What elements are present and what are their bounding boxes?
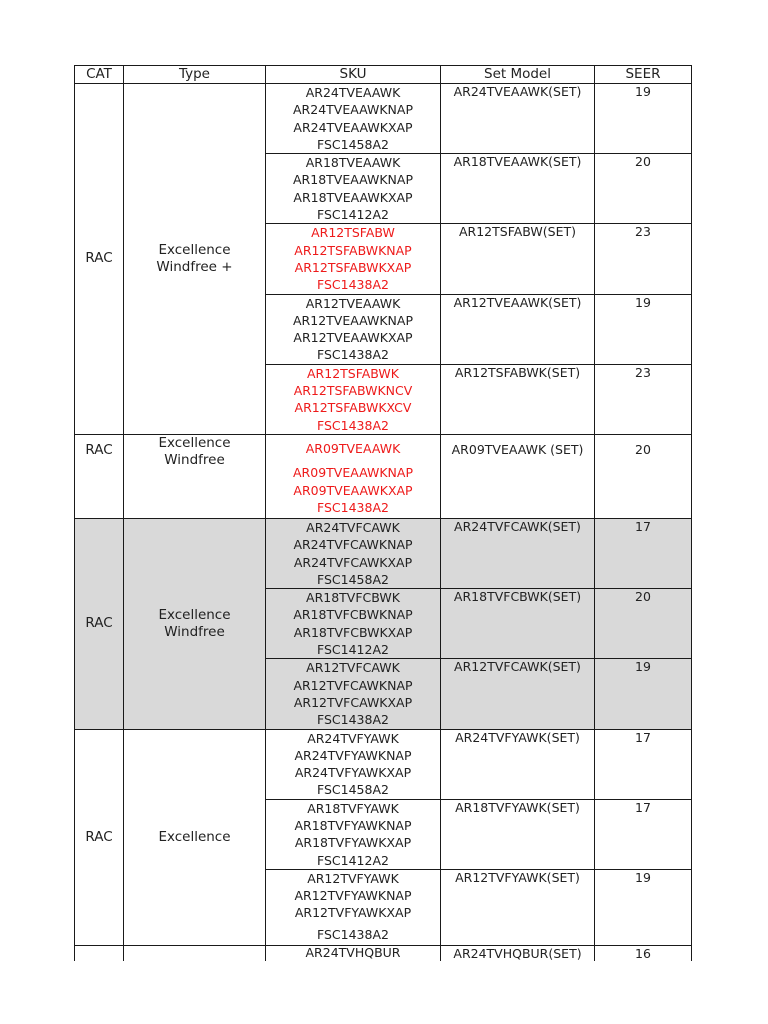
sku-code: AR24TVEAAWKXAP: [293, 119, 413, 135]
sku-code: AR24TVFYAWK: [307, 730, 399, 746]
sku-code: AR12TSFABWK: [307, 365, 399, 381]
sku-cell: [266, 799, 441, 869]
sku-cell: [266, 84, 441, 154]
set-model-value: AR12TVEAAWK(SET): [453, 294, 582, 310]
set-model-value: AR18TVFCBWK(SET): [453, 589, 582, 605]
seer-value: 19: [635, 659, 651, 675]
sku-code: AR12TSFABWKNAP: [294, 242, 412, 258]
set-model-value: AR24TVEAAWK(SET): [453, 84, 582, 99]
set-model-cell: [441, 945, 595, 961]
seer-cell: [595, 294, 692, 364]
header-sku: SKU: [266, 66, 441, 84]
header-row: [75, 66, 692, 84]
type-cell: [124, 84, 266, 435]
cat-cell: [75, 945, 124, 961]
sku-code: AR12TVFCAWK: [306, 660, 400, 676]
sku-code: AR12TVFCAWKNAP: [293, 677, 413, 693]
set-model-value: AR24TVHQBUR(SET): [453, 945, 582, 961]
set-model-cell: [441, 434, 595, 518]
table-row: [75, 729, 692, 799]
sku-cell: [266, 294, 441, 364]
set-model-cell: [441, 84, 595, 154]
header-seer: SEER: [595, 66, 692, 84]
set-model-cell: [441, 729, 595, 799]
seer-value: 17: [635, 729, 651, 745]
seer-value: 19: [635, 294, 651, 310]
sku-code: AR12TVEAAWK: [305, 295, 401, 311]
type-cell: [124, 729, 266, 945]
seer-cell: [595, 659, 692, 729]
sku-code: FSC1438A2: [317, 347, 389, 363]
sku-code: AR24TVFCAWKNAP: [293, 537, 413, 553]
sku-cell: [266, 945, 441, 961]
sku-cell: [266, 659, 441, 729]
sku-code: AR24TVFCAWKXAP: [293, 554, 413, 570]
sku-cell: [266, 729, 441, 799]
seer-cell: [595, 434, 692, 518]
sku-code: AR12TSFABWKXCV: [294, 400, 412, 416]
seer-cell: [595, 364, 692, 434]
set-model-cell: [441, 518, 595, 588]
sku-code: AR12TSFABW: [311, 225, 395, 241]
sku-code: AR18TVFYAWK: [307, 800, 399, 816]
seer-cell: [595, 84, 692, 154]
sku-code: FSC1438A2: [317, 712, 389, 728]
sku-cell-highlighted: [266, 224, 441, 294]
cat-cell: [75, 434, 124, 518]
sku-code: AR12TSFABWKXAP: [294, 259, 412, 275]
type-label: Excellence: [158, 606, 231, 623]
table-row: [75, 84, 692, 154]
product-spec-table: [74, 65, 692, 961]
sku-code: AR12TSFABWKNCV: [293, 383, 413, 399]
seer-cell: [595, 869, 692, 945]
type-label: Excellence: [158, 828, 231, 845]
set-model-cell: [441, 154, 595, 224]
sku-code: AR24TVEAAWKNAP: [293, 102, 413, 118]
set-model-value: AR24TVFYAWK(SET): [455, 729, 580, 745]
sku-code: AR18TVFCBWKNAP: [293, 607, 413, 623]
seer-cell: [595, 945, 692, 961]
table-row: [75, 434, 692, 518]
seer-value: 20: [635, 154, 651, 170]
set-model-value: AR12TVFCAWK(SET): [454, 659, 581, 675]
sku-cell: [266, 154, 441, 224]
seer-cell: [595, 589, 692, 659]
set-model-value: AR24TVFCAWK(SET): [454, 518, 581, 534]
cat-label: RAC: [85, 250, 113, 267]
set-model-cell: [441, 799, 595, 869]
sku-cell: [266, 869, 441, 945]
sku-code: FSC1438A2: [317, 417, 389, 433]
sku-code: AR18TVEAAWKNAP: [293, 172, 413, 188]
set-model-value: AR09TVEAAWK (SET): [451, 441, 584, 457]
set-model-cell: [441, 589, 595, 659]
sku-cell: [266, 518, 441, 588]
sku-code: AR09TVEAAWKXAP: [293, 482, 413, 498]
sku-code: AR18TVFCBWK: [306, 590, 400, 606]
seer-cell: [595, 154, 692, 224]
seer-value: 20: [635, 589, 651, 605]
sku-code: AR12TVFYAWKNAP: [294, 888, 412, 904]
sku-cell: [266, 589, 441, 659]
seer-value: 17: [635, 799, 651, 815]
cat-label: RAC: [85, 828, 113, 845]
sku-code: AR12TVEAAWKNAP: [293, 312, 413, 328]
set-model-cell: [441, 869, 595, 945]
sku-code: FSC1458A2: [317, 782, 389, 798]
set-model-value: AR12TSFABWK(SET): [454, 364, 581, 380]
cat-label: RAC: [85, 615, 113, 632]
sku-code: AR18TVFYAWKNAP: [294, 817, 412, 833]
sku-code: AR24TVHQBUR: [305, 944, 401, 960]
cat-cell: [75, 84, 124, 435]
seer-value: 19: [635, 869, 651, 885]
type-cell: [124, 945, 266, 961]
seer-cell: [595, 518, 692, 588]
type-label: Excellence: [158, 434, 231, 451]
header-type: Type: [124, 66, 266, 84]
cat-cell: [75, 518, 124, 729]
seer-value: 20: [635, 441, 651, 457]
seer-cell: [595, 799, 692, 869]
cat-cell: [75, 729, 124, 945]
sku-code: FSC1412A2: [317, 207, 389, 223]
seer-cell: [595, 224, 692, 294]
header-cat: CAT: [75, 66, 124, 84]
sku-code: AR09TVEAAWKNAP: [293, 465, 413, 481]
sku-code: AR12TVEAAWKXAP: [293, 330, 413, 346]
sku-code: AR18TVEAAWK: [305, 155, 401, 171]
sku-code: AR24TVFYAWKNAP: [294, 747, 412, 763]
cat-label: RAC: [85, 441, 113, 458]
type-cell: [124, 518, 266, 729]
table-row: [75, 945, 692, 961]
sku-code: AR24TVEAAWK: [305, 85, 401, 100]
set-model-cell: [441, 364, 595, 434]
sku-code: AR18TVEAAWKXAP: [293, 189, 413, 205]
seer-value: 23: [635, 224, 651, 240]
sku-code: FSC1438A2: [317, 499, 389, 515]
seer-value: 16: [635, 945, 651, 961]
sku-code: AR18TVFYAWKXAP: [294, 835, 412, 851]
seer-value: 19: [635, 84, 651, 99]
sku-cell-highlighted: [266, 434, 441, 518]
sku-code: FSC1438A2: [317, 926, 389, 942]
table-row: [75, 518, 692, 588]
header-set-model: Set Model: [441, 66, 595, 84]
type-cell: [124, 434, 266, 518]
sku-code: AR12TVFYAWKXAP: [294, 905, 412, 921]
sku-code: FSC1458A2: [317, 136, 389, 152]
set-model-cell: [441, 224, 595, 294]
sku-code: AR24TVFYAWKXAP: [294, 765, 412, 781]
sku-code: AR24TVFCAWK: [306, 519, 400, 535]
set-model-value: AR18TVFYAWK(SET): [455, 799, 580, 815]
sku-code: AR18TVFCBWKXAP: [293, 624, 413, 640]
sku-cell-highlighted: [266, 364, 441, 434]
type-label-suffix: Windfree +: [156, 258, 233, 275]
sku-code: FSC1412A2: [317, 642, 389, 658]
sku-code: FSC1412A2: [317, 852, 389, 868]
set-model-value: AR12TVFYAWK(SET): [455, 869, 580, 885]
sku-code: FSC1458A2: [317, 571, 389, 587]
type-label-suffix: Windfree: [164, 451, 225, 468]
set-model-cell: [441, 659, 595, 729]
sku-code: AR12TVFYAWK: [307, 870, 399, 886]
type-label-suffix: Windfree: [164, 623, 225, 640]
set-model-cell: [441, 294, 595, 364]
sku-code: FSC1438A2: [317, 277, 389, 293]
sku-code: AR09TVEAAWK: [305, 440, 401, 456]
seer-value: 17: [635, 518, 651, 534]
sku-code: AR12TVFCAWKXAP: [293, 694, 413, 710]
set-model-value: AR12TSFABW(SET): [458, 224, 577, 240]
type-label: Excellence: [158, 241, 231, 258]
set-model-value: AR18TVEAAWK(SET): [453, 154, 582, 170]
seer-value: 23: [635, 364, 651, 380]
seer-cell: [595, 729, 692, 799]
